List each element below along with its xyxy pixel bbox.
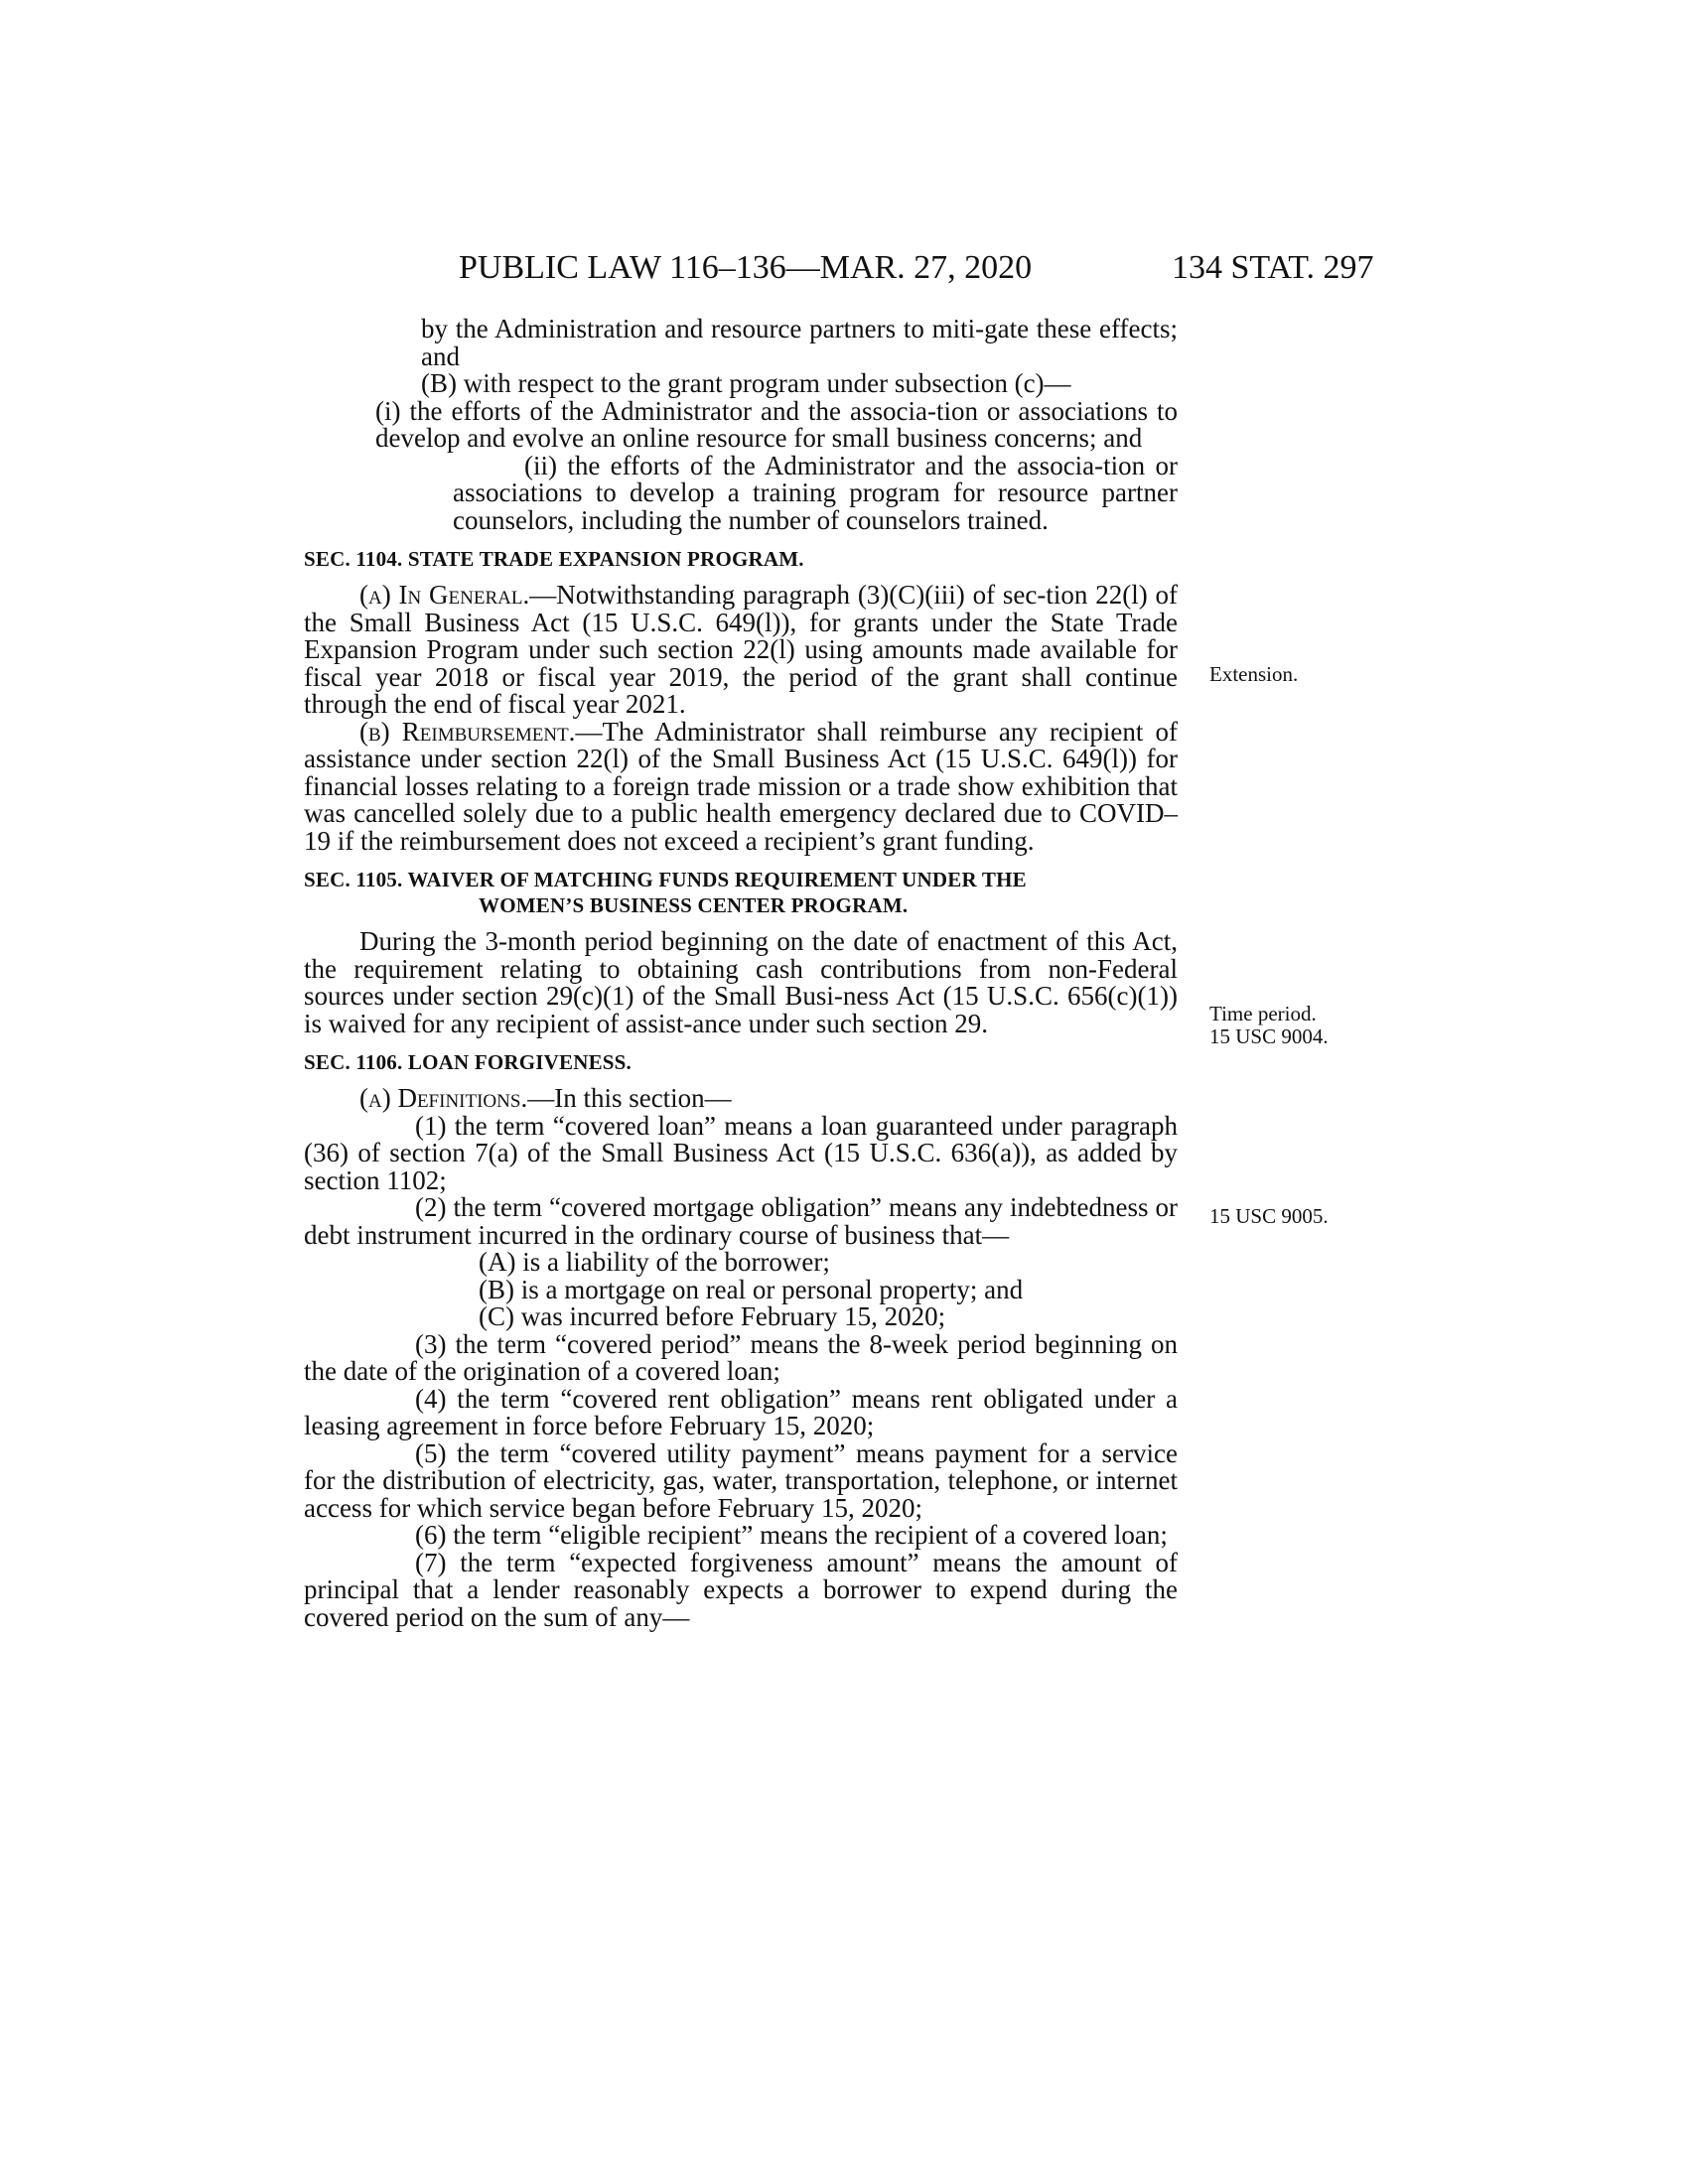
section-1106-a-label: (a) Definitions. (359, 1083, 528, 1113)
margin-note-usc-9005: 15 USC 9005. (1209, 1204, 1329, 1228)
definition-3: (3) the term “covered period” means the 8-week period beginning on the date of the origination of a covered loan; (304, 1328, 1178, 1386)
section-1104-a-label: (a) In General. (359, 580, 530, 610)
definition-5: (5) the term “covered utility payment” means payment for a service for the distribution of electricity, gas, water, transportation, telephone, or internet access for which service began before February 15, 2020; (304, 1437, 1178, 1523)
section-1104-heading: SEC. 1104. STATE TRADE EXPANSION PROGRAM. (304, 547, 804, 571)
section-1105-body: During the 3-month period beginning on the date of enactment of this Act, the requirement relating to obtaining cash contributions from non-Federal sources under section 29(c)(1) of the Small Busi-ness Act (15 U.S.C. 656(c)(1)) is waived for any recipient of assist-ance under such section 29. (304, 926, 1178, 1038)
clause-ii: (ii) the efforts of the Administrator and the associa-tion or associations to develop a training program for resource partner counselors, including the number of counselors trained. (453, 450, 1178, 535)
definition-6: (6) the term “eligible recipient” means the recipient of a covered loan; (415, 1520, 1168, 1550)
section-1104-a-text: —Notwithstanding paragraph (3)(C)(iii) of sec-tion 22(l) of the Small Business Act (15 U.S.C. 649(l)), for grants under the State Trade Expansion Program under such section 22(l) using amounts made available for fiscal year 2018 or fiscal year 2019, the period of the grant shall continue through the end of fiscal year 2021. (304, 580, 1178, 719)
definition-4: (4) the term “covered rent obligation” means rent obligated under a leasing agreement in force before February 15, 2020; (304, 1383, 1178, 1440)
definition-2-b: (B) is a mortgage on real or personal property; and (479, 1274, 1024, 1304)
section-1104-b (304, 716, 1179, 856)
section-1105-heading (304, 867, 1178, 918)
definition-7: (7) the term “expected forgiveness amount” means the amount of principal that a lender reasonably expects a borrower to expend during the covered period on the sum of any— (304, 1547, 1178, 1632)
section-1106-heading: SEC. 1106. LOAN FORGIVENESS. (304, 1050, 633, 1074)
document-body (304, 316, 1178, 1631)
section-1104-b-text: —The Administrator shall reimburse any recipient of assistance under section 22(l) of the Small Business Act (15 U.S.C. 649(l)) for financial losses relating to a foreign trade mission or a trade show exhibition that was cancelled solely due to a public health emergency declared due to COVID–19 if the reimbursement does not exceed a recipient’s grant funding. (304, 716, 1179, 856)
definition-2: (2) the term “covered mortgage obligation” means any indebtedness or debt instrument incurred in the ordinary course of business that— (304, 1192, 1178, 1250)
definition-2-c: (C) was incurred before February 15, 2020; (479, 1301, 946, 1331)
section-1105-heading-line-1: SEC. 1105. WAIVER OF MATCHING FUNDS REQUIREMENT UNDER THE (304, 868, 1027, 891)
running-header-title: PUBLIC LAW 116–136—MAR. 27, 2020 (459, 249, 1033, 286)
paragraph-b: (B) with respect to the grant program under subsection (c)— (421, 368, 1071, 398)
definition-1: (1) the term “covered loan” means a loan guaranteed under paragraph (36) of section 7(a) of the Small Business Act (15 U.S.C. 636(a)), as added by section 1102; (304, 1110, 1178, 1195)
section-1106-a-text: —In this section— (527, 1083, 732, 1113)
running-header-stat: 134 STAT. 297 (1172, 249, 1374, 286)
margin-note-usc-9004: 15 USC 9004. (1209, 1024, 1329, 1048)
paragraph-continuation: by the Administration and resource partners to miti-gate these effects; and (421, 314, 1178, 371)
margin-note-time-period: Time period. (1209, 1002, 1317, 1025)
section-1104-a (304, 582, 1178, 719)
section-1105-heading-line-2: WOMEN’S BUSINESS CENTER PROGRAM. (479, 893, 909, 917)
section-1104-b-label: (b) Reimbursement. (359, 716, 576, 747)
section-1106-a (304, 1085, 1178, 1113)
definition-2-a: (A) is a liability of the borrower; (479, 1247, 830, 1277)
clause-i: (i) the efforts of the Administrator and the associa-tion or associations to develop and evolve an online resource for small business concerns; and (375, 395, 1178, 453)
margin-note-extension: Extension. (1209, 662, 1299, 686)
